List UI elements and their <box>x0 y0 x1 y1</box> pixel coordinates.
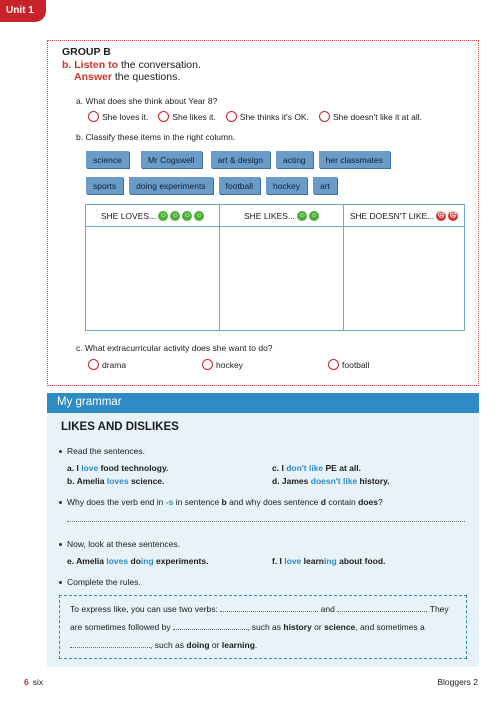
bullet-icon <box>59 450 62 453</box>
item-chip[interactable]: art <box>313 177 337 194</box>
sentence-b: b. Amelia loves science. <box>67 476 165 486</box>
bullet-icon <box>59 501 62 504</box>
task-instruction-line2: Answer the questions. <box>74 71 181 83</box>
sentence-e: e. Amelia loves doing experiments. <box>67 556 209 566</box>
page-number: 6 six <box>24 677 44 687</box>
sad-face-icon: ☹ <box>437 211 445 219</box>
option-loves-it[interactable]: She loves it. <box>88 111 148 122</box>
item-chip[interactable]: Mr Cogswell <box>141 151 202 168</box>
item-chip[interactable]: doing experiments <box>129 177 212 194</box>
sad-face-icon: ☹ <box>449 211 457 219</box>
answer-blank[interactable] <box>220 603 318 612</box>
group-b-activity <box>47 40 479 386</box>
column-header-doesnt-like: SHE DOESN'T LIKE... ☹ ☹ <box>344 205 464 227</box>
option-thinks-ok[interactable]: She thinks it's OK. <box>226 111 309 122</box>
bullet-icon <box>59 543 62 546</box>
instruction-read: Read the sentences. <box>59 446 145 456</box>
task-instruction-line1: b. Listen to the conversation. <box>62 59 201 71</box>
item-chips-row1 <box>86 151 390 168</box>
option-football[interactable]: football <box>328 359 369 370</box>
question-b: b. Classify these items in the right column. <box>76 132 236 142</box>
item-chip[interactable]: her classmates <box>319 151 390 168</box>
option-drama[interactable]: drama <box>88 359 126 370</box>
sentence-f: f. I love learning about food. <box>272 556 386 566</box>
radio-circle[interactable] <box>328 359 339 370</box>
radio-circle[interactable] <box>319 111 330 122</box>
item-chip[interactable]: hockey <box>266 177 307 194</box>
column-header-loves: SHE LOVES... ☺ ☺ ☺ ☺ <box>86 205 219 227</box>
bullet-icon <box>59 581 62 584</box>
radio-circle[interactable] <box>202 359 213 370</box>
question-a: a. What does she think about Year 8? <box>76 96 218 106</box>
sentence-a: a. I love food technology. <box>67 463 169 473</box>
unit-tab: Unit 1 <box>0 0 46 22</box>
item-chip[interactable]: acting <box>276 151 313 168</box>
happy-face-icon: ☺ <box>195 211 203 219</box>
sentence-d: d. James doesn't like history. <box>272 476 390 486</box>
option-hockey[interactable]: hockey <box>202 359 243 370</box>
instruction-now-look: Now, look at these sentences. <box>59 539 180 549</box>
rule-line1: To express like, you can use two verbs: and . They <box>70 604 449 614</box>
question-a-options <box>88 111 422 122</box>
rule-line2: are sometimes followed by , such as history or science, and sometimes a <box>70 622 425 632</box>
answer-line[interactable] <box>67 521 465 522</box>
rule-line3: , such as doing or learning. <box>70 636 466 654</box>
column-header-likes: SHE LIKES... ☺ ☺ <box>220 205 343 227</box>
item-chip[interactable]: science <box>86 151 129 168</box>
radio-circle[interactable] <box>226 111 237 122</box>
happy-face-icon: ☺ <box>298 211 306 219</box>
book-title: Bloggers 2 <box>437 677 478 687</box>
item-chips-row2 <box>86 177 337 194</box>
radio-circle[interactable] <box>88 111 99 122</box>
item-chip[interactable]: football <box>219 177 260 194</box>
sentence-c: c. I don't like PE at all. <box>272 463 361 473</box>
option-likes-it[interactable]: She likes it. <box>158 111 215 122</box>
happy-face-icon: ☺ <box>171 211 179 219</box>
group-title: GROUP B <box>62 46 111 58</box>
radio-circle[interactable] <box>158 111 169 122</box>
column-doesnt-like[interactable] <box>344 205 464 330</box>
my-grammar-panel <box>47 393 479 667</box>
answer-blank[interactable] <box>337 603 425 612</box>
happy-face-icon: ☺ <box>183 211 191 219</box>
classify-table <box>85 204 465 331</box>
item-chip[interactable]: art & design <box>211 151 270 168</box>
happy-face-icon: ☺ <box>310 211 318 219</box>
question-c: c. What extracurricular activity does she want to do? <box>76 343 273 353</box>
column-loves[interactable] <box>86 205 220 330</box>
grammar-title: LIKES AND DISLIKES <box>61 421 179 433</box>
happy-face-icon: ☺ <box>159 211 167 219</box>
option-doesnt-like[interactable]: She doesn't like it at all. <box>319 111 422 122</box>
item-chip[interactable]: sports <box>86 177 123 194</box>
column-likes[interactable] <box>220 205 344 330</box>
radio-circle[interactable] <box>88 359 99 370</box>
answer-blank[interactable] <box>173 621 247 630</box>
instruction-complete: Complete the rules. <box>59 577 141 587</box>
answer-blank[interactable] <box>70 639 150 648</box>
question-why: Why does the verb end in -s in sentence b and why does sentence d contain does? <box>59 497 383 507</box>
grammar-header: My grammar <box>47 393 479 413</box>
rules-box <box>59 595 467 659</box>
